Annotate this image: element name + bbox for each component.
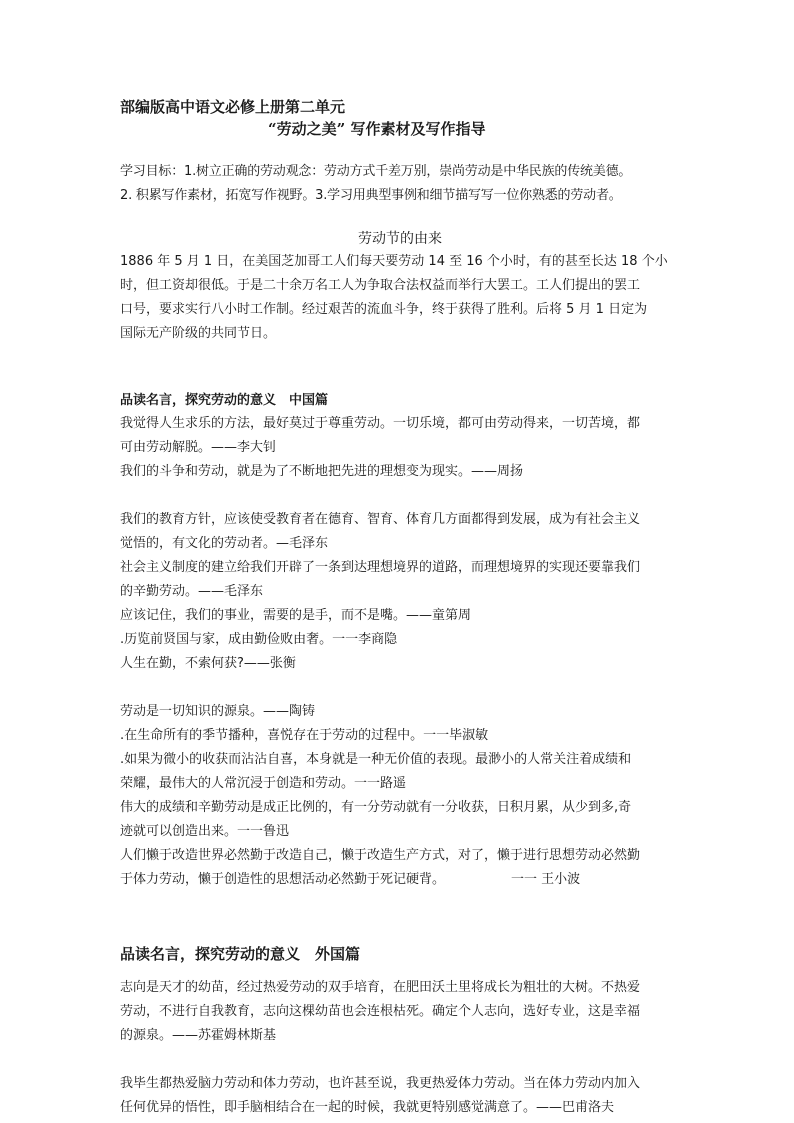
quote-line: 我觉得人生求乐的方法，最好莫过于尊重劳动。一切乐境，都可由劳动得来，一切苦境，都 [120, 416, 641, 431]
quote-line: 伟大的成绩和辛勤劳动是成正比例的，有一分劳动就有一分收获，日积月累，从少到多,奇 [120, 800, 632, 815]
labor-day-heading: 劳动节的由来 [358, 231, 442, 247]
paragraph-line: 1886 年 5 月 1 日，在美国芝加哥工人们每天要劳动 14 至 16 个小时，有的甚至长达 18 个小 [120, 254, 668, 269]
quote-line: .如果为微小的收获而沾沾自喜，本身就是一种无价值的表现。最渺小的人常关注着成绩和 [120, 752, 632, 767]
quote-line [120, 868, 680, 892]
document-title-line1: 部编版高中语文必修上册第二单元 [120, 98, 346, 116]
quote-line: 志向是天才的幼苗，经过热爱劳动的双手培育，在肥田沃土里将成长为粗壮的大树。不热爱 [120, 980, 641, 995]
labor-day-paragraph [120, 250, 680, 346]
section-heading-china: 品读名言，探究劳动的意义 中国篇 [120, 393, 329, 408]
quote-line: 我们的斗争和劳动，就是为了不断地把先进的理想变为现实。——周扬 [120, 464, 524, 479]
quote-group [120, 1072, 680, 1120]
goal-line: 2. 积累写作素材，拓宽写作视野。3.学习用典型事例和细节描写写一位你熟悉的劳动者。 [120, 188, 622, 203]
quote-line: 人生在勤，不索何获?——张衡 [120, 656, 296, 671]
quote-line: 迹就可以创造出来。一一鲁迅 [120, 824, 290, 839]
quote-line: 社会主义制度的建立给我们开辟了一条到达理想境界的道路，而理想境界的实现还要靠我们 [120, 560, 641, 575]
goal-line: 学习目标：1.树立正确的劳动观念：劳动方式千差万别，崇尚劳动是中华民族的传统美德。 [120, 164, 632, 179]
quote-line: 我们的教育方针，应该使受教育者在德育、智育、体育几方面都得到发展，成为有社会主义 [120, 512, 641, 527]
document-title-line2: “劳动之美” 写作素材及写作指导 [268, 120, 486, 138]
quote-text: 于体力劳动，懒于创造性的思想活动必然勤于死记硬背。 [120, 872, 446, 887]
quote-line: 的源泉。——苏霍姆林斯基 [120, 1028, 277, 1043]
quote-author: 一一 王小波 [511, 872, 581, 887]
quote-group [120, 976, 680, 1048]
quote-line: 可由劳动解脱。——李大钊 [120, 440, 277, 455]
learning-goals [120, 160, 680, 208]
paragraph-line: 口号，要求实行八小时工作制。经过艰苦的流血斗争，终于获得了胜利。后将 5 月 1 日定为 [120, 302, 648, 317]
quote-line: 劳动，不进行自我教育，志向这棵幼苗也会连根枯死。确定个人志向，选好专业，这是幸福 [120, 1004, 641, 1019]
quote-line: 任何优异的悟性，即手脑相结合在一起的时候，我就更特别感觉满意了。——巴甫洛夫 [120, 1100, 615, 1115]
quote-line: 觉悟的，有文化的劳动者。—毛泽东 [120, 536, 329, 551]
paragraph-line: 国际无产阶级的共同节日。 [120, 326, 277, 341]
document-content [120, 96, 680, 1120]
quote-line: 应该记住，我们的事业，需要的是手，而不是嘴。——童第周 [120, 608, 472, 623]
quote-line: .历览前贤国与家，成由勤俭败由奢。一一李商隐 [120, 632, 398, 647]
quote-line: 荣耀，最伟大的人常沉浸于创造和劳动。一一路遥 [120, 776, 407, 791]
paragraph-line: 时，但工资却很低。于是二十余万名工人为争取合法权益而举行大罢工。工人们提出的罢工 [120, 278, 641, 293]
section-heading-foreign: 品读名言，探究劳动的意义 外国篇 [120, 945, 361, 963]
quote-group [120, 412, 680, 484]
quote-group [120, 508, 680, 676]
quote-line: 我毕生都热爱脑力劳动和体力劳动，也许甚至说，我更热爱体力劳动。当在体力劳动内加入 [120, 1076, 641, 1091]
quote-line: 的辛勤劳动。——毛泽东 [120, 584, 264, 599]
quote-line: 劳动是一切知识的源泉。——陶铸 [120, 704, 316, 719]
quote-group [120, 700, 680, 892]
quote-line: 人们懒于改造世界必然勤于改造自己，懒于改造生产方式，对了，懒于进行思想劳动必然勤 [120, 848, 641, 863]
quote-line: .在生命所有的季节播种，喜悦存在于劳动的过程中。一一毕淑敏 [120, 728, 489, 743]
